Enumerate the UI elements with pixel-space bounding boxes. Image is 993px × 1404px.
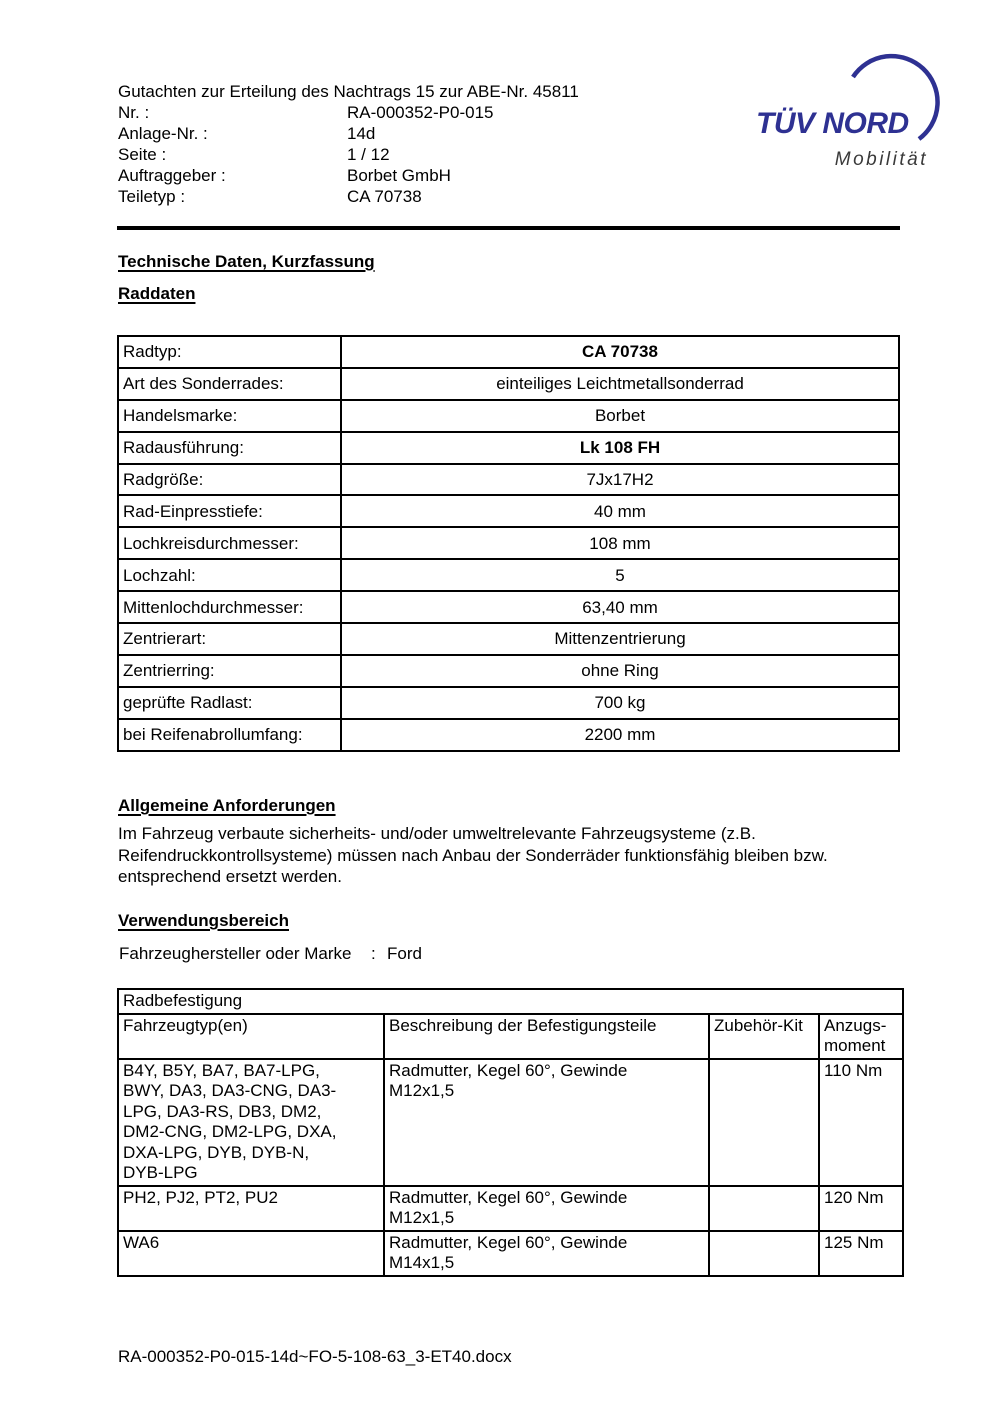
table-row <box>118 1231 903 1276</box>
fahrzeugtypen-text: B4Y, B5Y, BA7, BA7-LPG, BWY, DA3, DA3-CNG, DA3-LPG, DA3-RS, DB3, DM2, DM2-CNG, DM2-LPG, DXA, DXA-LPG, DYB, DYB-N, DYB-LPG <box>123 1060 337 1182</box>
row-value: 700 kg <box>341 687 899 719</box>
table-row <box>118 527 899 559</box>
row-value: 108 mm <box>341 527 899 559</box>
row-value: 40 mm <box>341 495 899 527</box>
page-number: 1 / 12 <box>347 145 390 164</box>
column-header-fahrzeugtypen: Fahrzeugtyp(en) <box>118 1014 384 1059</box>
heading-verwendungsbereich: Verwendungsbereich <box>118 911 289 930</box>
table-row <box>118 1059 903 1186</box>
header-divider-rule <box>117 226 900 230</box>
field-label: Auftraggeber : <box>118 166 226 185</box>
heading-technische-daten: Technische Daten, Kurzfassung <box>118 252 375 271</box>
radbefestigung-table <box>117 988 904 1277</box>
tuev-nord-logo <box>750 48 950 176</box>
radbefestigung-title: Radbefestigung <box>118 989 903 1014</box>
header-field-seite <box>118 144 738 165</box>
row-value: CA 70738 <box>341 336 899 368</box>
row-value: Lk 108 FH <box>341 432 899 464</box>
beschreibung-text: Radmutter, Kegel 60°, Gewinde M14x1,5 <box>389 1232 628 1272</box>
field-value: 14d <box>347 124 376 143</box>
field-label: Seite : <box>118 145 167 164</box>
logo-tagline-text: Mobilität <box>834 149 928 170</box>
table-row <box>118 719 899 751</box>
table-row <box>118 1186 903 1231</box>
table-row <box>118 400 899 432</box>
table-row <box>118 591 899 623</box>
raddaten-table <box>117 335 900 752</box>
footer-filename: RA-000352-P0-015-14d~FO-5-108-63_3-ET40.docx <box>118 1347 512 1366</box>
row-label: Radausführung: <box>118 432 341 464</box>
cell-anzugsmoment: 125 Nm <box>819 1231 903 1276</box>
field-label: Nr. : <box>118 103 150 122</box>
table-row <box>118 655 899 687</box>
table-row <box>118 495 899 527</box>
row-value: Mittenzentrierung <box>341 623 899 655</box>
heading-allgemeine-anforderungen: Allgemeine Anforderungen <box>118 796 336 815</box>
header-field-nr <box>118 102 738 123</box>
hersteller-label: Fahrzeughersteller oder Marke <box>119 944 352 963</box>
cell-beschreibung <box>384 1059 709 1186</box>
document-title: Gutachten zur Erteilung des Nachtrags 15 zur ABE-Nr. 45811 <box>118 82 579 101</box>
row-label: Handelsmarke: <box>118 400 341 432</box>
row-value: 63,40 mm <box>341 591 899 623</box>
row-label: Lochzahl: <box>118 559 341 591</box>
row-value: 2200 mm <box>341 719 899 751</box>
table-row <box>118 336 899 368</box>
cell-fahrzeugtypen <box>118 1059 384 1186</box>
row-label: Lochkreisdurchmesser: <box>118 527 341 559</box>
header-field-anlage <box>118 123 738 144</box>
column-header-beschreibung: Beschreibung der Befestigungsteile <box>384 1014 709 1059</box>
cell-zubehoer-kit <box>709 1059 819 1186</box>
hersteller-value: Ford <box>387 944 422 963</box>
header-field-teiletyp <box>118 186 738 207</box>
row-label: Radgröße: <box>118 464 341 496</box>
row-value: ohne Ring <box>341 655 899 687</box>
cell-beschreibung <box>384 1186 709 1231</box>
cell-beschreibung <box>384 1231 709 1276</box>
table-header-row <box>118 1014 903 1059</box>
row-label: Radtyp: <box>118 336 341 368</box>
document-header <box>118 81 738 207</box>
column-header-anzugsmoment: Anzugs-moment <box>819 1014 903 1059</box>
row-label: Rad-Einpresstiefe: <box>118 495 341 527</box>
row-value: 7Jx17H2 <box>341 464 899 496</box>
row-label: Zentrierring: <box>118 655 341 687</box>
table-title-row <box>118 989 903 1014</box>
cell-zubehoer-kit <box>709 1231 819 1276</box>
fahrzeughersteller-line <box>119 943 422 964</box>
table-row <box>118 623 899 655</box>
logo-brand-text: TÜV NORD <box>756 107 909 140</box>
cell-anzugsmoment: 120 Nm <box>819 1186 903 1231</box>
header-field-auftraggeber <box>118 165 738 186</box>
hersteller-colon: : <box>371 944 376 963</box>
cell-zubehoer-kit <box>709 1186 819 1231</box>
row-label: Mittenlochdurchmesser: <box>118 591 341 623</box>
field-label: Teiletyp : <box>118 187 186 206</box>
column-header-zubehoer-kit: Zubehör-Kit <box>709 1014 819 1059</box>
table-row <box>118 559 899 591</box>
field-value: RA-000352-P0-015 <box>347 103 494 122</box>
field-value: Borbet GmbH <box>347 166 451 185</box>
table-row <box>118 464 899 496</box>
heading-raddaten: Raddaten <box>118 284 196 303</box>
cell-fahrzeugtypen <box>118 1186 384 1231</box>
table-row <box>118 368 899 400</box>
fahrzeugtypen-text: WA6 <box>123 1232 160 1252</box>
fahrzeugtypen-text: PH2, PJ2, PT2, PU2 <box>123 1187 278 1207</box>
row-label: Zentrierart: <box>118 623 341 655</box>
table-row <box>118 432 899 464</box>
allgemeine-anforderungen-text: Im Fahrzeug verbaute sicherheits- und/oder umweltrelevante Fahrzeugsysteme (z.B. Reifendruckkontrollsysteme) müssen nach Anbau der Sonderräder funktionsfähig bleiben bzw. entsprechend ersetzt werden. <box>118 824 828 886</box>
row-label: bei Reifenabrollumfang: <box>118 719 341 751</box>
field-value: CA 70738 <box>347 187 422 206</box>
row-label: Art des Sonderrades: <box>118 368 341 400</box>
cell-anzugsmoment: 110 Nm <box>819 1059 903 1186</box>
cell-fahrzeugtypen <box>118 1231 384 1276</box>
table-row <box>118 687 899 719</box>
row-value: 5 <box>341 559 899 591</box>
row-value: Borbet <box>341 400 899 432</box>
beschreibung-text: Radmutter, Kegel 60°, Gewinde M12x1,5 <box>389 1060 628 1100</box>
field-label: Anlage-Nr. : <box>118 124 208 143</box>
row-value: einteiliges Leichtmetallsonderrad <box>341 368 899 400</box>
row-label: geprüfte Radlast: <box>118 687 341 719</box>
beschreibung-text: Radmutter, Kegel 60°, Gewinde M12x1,5 <box>389 1187 628 1227</box>
